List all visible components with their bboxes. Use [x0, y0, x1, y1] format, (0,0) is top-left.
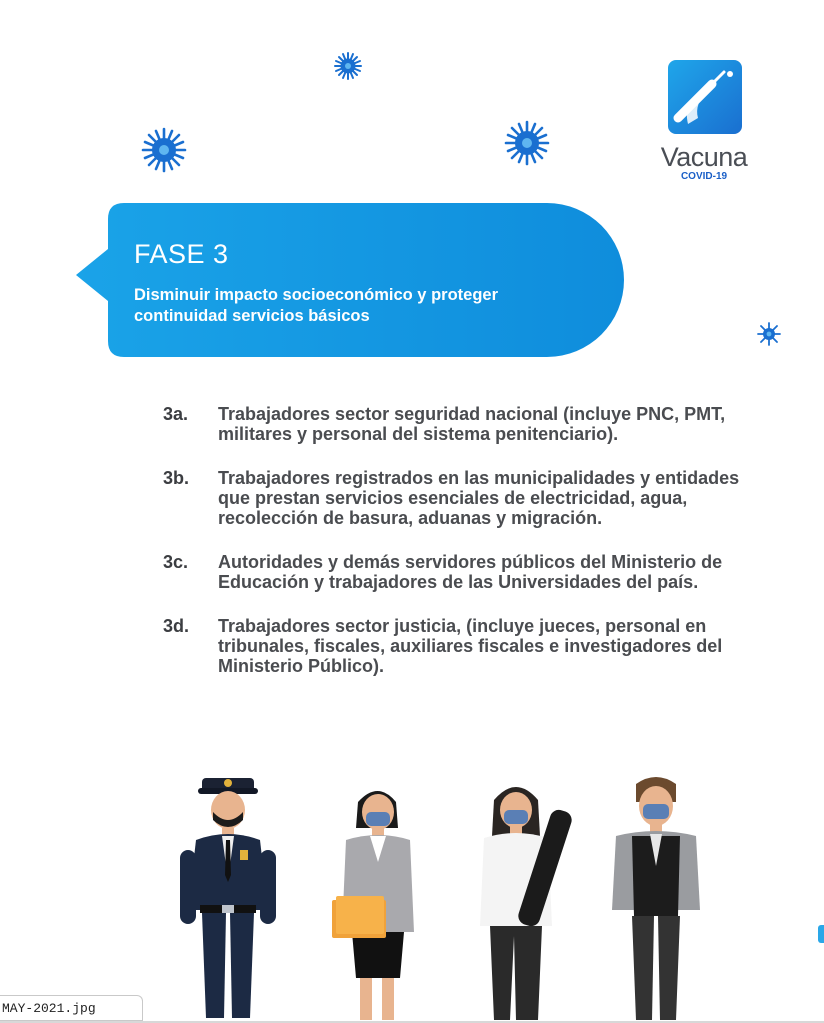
- virus-icon: [333, 51, 363, 81]
- phase-title: FASE 3: [134, 239, 229, 269]
- phase-subtitle: Disminuir impacto socioeconómico y proteger continuidad servicios básicos: [134, 286, 498, 325]
- logo-subtitle: COVID-19: [680, 171, 728, 182]
- item-text: Trabajadores registrados en las municipalidades y entidades que prestan servicios esenciales de electricidad, agua, recolección de basura, aduanas y migración.: [218, 468, 740, 528]
- office-worker-illustration: [330, 782, 422, 1022]
- item-text: Trabajadores sector seguridad nacional (incluye PNC, PMT, militares y personal del sistema penitenciario).: [218, 404, 726, 444]
- item-code: 3b.: [163, 468, 190, 488]
- item-code: 3c.: [163, 552, 189, 572]
- item-code: 3d.: [163, 616, 190, 636]
- edge-marker: [818, 925, 824, 943]
- virus-icon: [141, 127, 187, 173]
- item-code: 3a.: [163, 404, 189, 424]
- item-text: Autoridades y demás servidores públicos del Ministerio de Educación y trabajadores de las Universidades del país.: [218, 552, 723, 592]
- vest-worker-illustration: [606, 770, 706, 1022]
- list-item: [163, 404, 763, 444]
- list-item: [163, 468, 763, 528]
- phase-item-list: [163, 404, 763, 700]
- virus-icon: [504, 120, 550, 166]
- student-illustration: [476, 776, 572, 1022]
- vacuna-logo: [652, 60, 756, 185]
- item-text: Trabajadores sector justicia, (incluye jueces, personal en tribunales, fiscales, auxiliares fiscales e investigadores del Ministerio Público).: [218, 616, 723, 676]
- list-item: [163, 616, 763, 676]
- police-officer-illustration: [178, 770, 278, 1022]
- virus-icon: [757, 322, 781, 346]
- file-name-tab[interactable]: MAY-2021.jpg: [0, 995, 143, 1021]
- phase-banner: [76, 203, 624, 357]
- logo-wordmark: Vacuna: [660, 142, 748, 172]
- syringe-icon: [668, 60, 742, 134]
- list-item: [163, 552, 763, 592]
